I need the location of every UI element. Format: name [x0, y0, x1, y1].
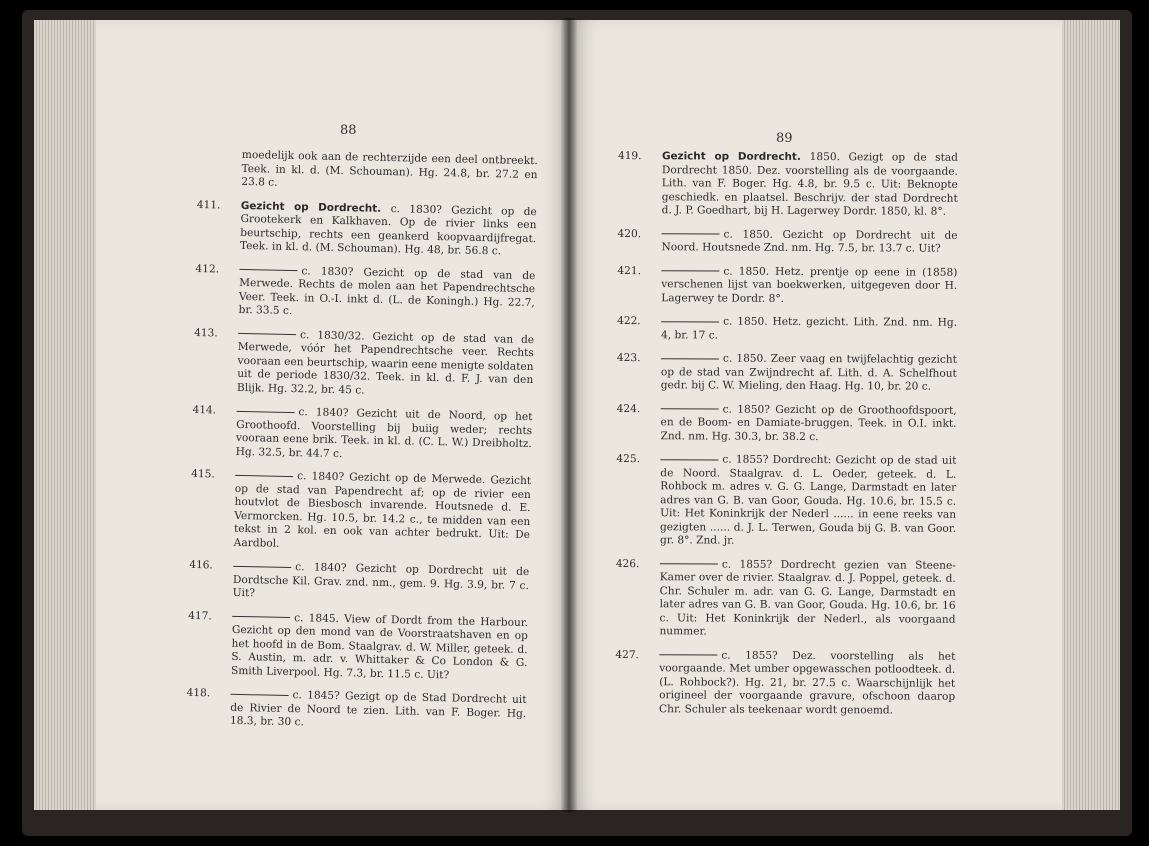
- entry-text: c. 1855? Dordrecht gezien van Steene-Kamer over de rivier. Staalgrav. d. J. Poppel, geteek. d. Chr. Schuler m. adr. van G. G. Lange, Darmstadt en later adres van G. B. van Goor, Gouda. Hg. 10.6, br. 16 c. Uit: Het Koninkrijk der Nederl., als voorgaand nummer.: [659, 558, 956, 638]
- ditto-rule: [660, 563, 718, 564]
- ditto-rule: [661, 270, 719, 271]
- catalog-entry: [617, 264, 957, 306]
- entry-list: [615, 150, 958, 718]
- entry-number: 415.: [191, 467, 215, 481]
- right-page: [570, 20, 1062, 810]
- entry-text: c. 1840? Gezicht op de Merwede. Gezicht op de stad van Papendrecht af; op de rivier een houtvlot de Biesbosch invarende. Houtsnede d. E. Vermorcken. Hg. 10.5, br. 14.2 c., te midden van een tekst in 2 kol. en ook van achter bedrukt. Uit: De Aardbol.: [233, 470, 532, 550]
- catalog-entry: [190, 468, 532, 556]
- catalog-entry: [187, 609, 528, 684]
- entry-number: 426.: [615, 557, 640, 570]
- book-gutter: [561, 18, 577, 812]
- ditto-rule: [232, 616, 290, 618]
- entry-number: 411.: [196, 198, 221, 211]
- entry-text: c. 1830? Gezicht op de Grootekerk en Kalkhaven. Op de rivier links een beurtschip, rechts een geankerd koopvaardijfregat. Teek. in kl. d. (M. Schouman). Hg. 48, br. 56.8 c.: [239, 202, 537, 258]
- page-edges-left: [34, 20, 104, 810]
- catalog-entry: [194, 262, 535, 323]
- entry-title: Gezicht op Dordrecht.: [240, 199, 391, 215]
- ditto-rule: [661, 358, 719, 359]
- entry-text: c. 1830? Gezicht op de stad van de Merwede. Rechts de molen aan het Papendrechtsche Veer. Teek. in O.-I. inkt d. (L. de Koningh.) Hg. 22.7, br. 33.5 c.: [238, 264, 536, 318]
- ditto-rule: [661, 408, 719, 409]
- catalog-entry: [615, 648, 955, 717]
- ditto-rule: [661, 321, 719, 322]
- entry-number: 422.: [617, 314, 641, 328]
- ditto-rule: [235, 474, 293, 476]
- entry-number: 412.: [195, 262, 220, 275]
- catalog-entry: [192, 404, 533, 465]
- entry-text: c. 1840? Gezicht uit de Noord, op het Groothoofd. Voorstelling bij buiig weder; rechts vooraan eene brik. Teek. in kl. d. (C. L. W.) Dreibholtz. Hg. 32.5, br. 44.7 c.: [235, 406, 533, 460]
- entry-text: c. 1850. Gezicht op Dordrecht uit de Noord. Houtsnede Znd. nm. Hg. 7.5, br. 13.7 c. Uit?: [661, 228, 958, 255]
- entry-text: c. 1845. View of Dordt from the Harbour. Gezicht op den mond van de Voorstraatshaven en op het hoofd in de Bom. Staalgrav. d. W. Miller, geteek. d. S. Austin, m. adr. v. Whittaker & Co London & G. Smith Liverpool. Hg. 7.3, br. 11.5 c. Uit?: [230, 611, 529, 681]
- catalog-entry: [617, 315, 957, 344]
- ditto-rule: [659, 654, 717, 655]
- entry-text: c. 1850? Gezicht op de Groothoofdspoort, en de Boom- en Damiate-bruggen. Teek. in O.I. inkt. Znd. nm. Hg. 30.3, br. 38.2 c.: [660, 403, 957, 443]
- entry-number: 424.: [616, 402, 641, 415]
- ditto-rule: [660, 459, 718, 460]
- entry-text: 1850. Gezigt op de stad Dordrecht 1850. Dez. voorstelling als de voorgaande. Lith. van F. Boger. Hg. 4.8, br. 9.5 c. Uit: Beknopte geschiedk. en plaatsel. Beschrijv. der stad Dordrecht d. J. P. Goedhart, bij H. Lagerwey Dordr. 1850, kl. 8°.: [661, 151, 958, 218]
- ditto-rule: [239, 269, 297, 271]
- ditto-rule: [231, 693, 289, 695]
- entry-number: 421.: [617, 264, 641, 277]
- entry-text: c. 1850. Hetz. prentje op eene in (1858) verschenen lijst van boekwerken, uitgegeven door H. Lagerwey te Dordr. 8°.: [661, 265, 958, 305]
- page-edges-right: [1058, 20, 1120, 810]
- page-number: 88: [340, 123, 357, 138]
- entry-text: c. 1845? Gezigt op de Stad Dordrecht uit de Rivier de Noord te zien. Lith. van F. Boger. Hg. 18.3, br. 30 c.: [229, 689, 527, 729]
- catalog-entry: [615, 557, 955, 640]
- entry-number: 418.: [186, 686, 211, 700]
- entry-text: c. 1855? Dordrecht: Gezicht op de stad uit de Noord. Staalgrav. d. L. Oeder, geteek. d. L. Rohbock m. adres v. G. G. Lange, Darmstadt en later adres van G. B. van Goor, Gouda. Hg. 10.6, br. 15.5 c. Uit: Het Koninkrijk der Nederl ...... in eene reeks van gezigten ...... d. J. L. Terwen, Gouda bij G. B. van Goor. gr. 8°. Znd. jr.: [659, 453, 957, 547]
- catalog-entry: [616, 453, 956, 549]
- catalog-entry: [616, 402, 956, 444]
- entry-text: c. 1830/32. Gezicht op de stad van de Merwede, vóór het Papendrechtsche veer. Rechts vooraan een beurtschip, waarin eene menigte soldaten uit de periode 1830/32. Teek. in kl. d. F. J. van den Blijk. Hg. 32.2, br. 45 c.: [236, 328, 535, 397]
- entry-text: c. 1840? Gezicht op Dordrecht uit de Dordtsche Kil. Grav. znd. nm., gem. 9. Hg. 3.9, br. 7 c. Uit?: [232, 561, 530, 600]
- ditto-rule: [662, 233, 720, 234]
- ditto-rule: [233, 565, 291, 567]
- page-number: 89: [776, 131, 793, 146]
- continuation-text: moedelijk ook aan de rechterzijde een deel ontbreekt. Teek. in kl. d. (M. Schouman). Hg. 24.8, br. 27.2 en 23.8 c.: [241, 148, 538, 189]
- entry-text: c. 1855? Dez. voorstelling als het voorgaande. Met umber opgewasschen potloodteek. d. (L. Rohbock?). Hg. 21, br. 27.5 c. Waarschijnlijk het origineel der voorgaande gravure, ofschoon daarop Chr. Schuler als teekenaar wordt genoemd.: [659, 649, 956, 716]
- left-page: [96, 20, 570, 810]
- catalog-entry: [193, 326, 534, 401]
- catalog-entry: [617, 227, 957, 256]
- catalog-entry: [189, 559, 530, 607]
- entry-title: Gezicht op Dordrecht.: [661, 150, 810, 164]
- entry-number: 414.: [192, 403, 217, 417]
- entry-number: 417.: [188, 609, 212, 622]
- left-column: [186, 148, 538, 744]
- entry-number: 416.: [189, 558, 213, 572]
- entry-text: c. 1850. Zeer vaag en twijfelachtig gezicht op de stad van Zwijndrecht af. Lith. d. A. Schelfhout gedr. bij C. W. Mieling, den Haag. Hg. 10, br. 20 c.: [660, 352, 957, 393]
- catalog-entry: [196, 198, 537, 259]
- catalog-entry: [186, 687, 527, 735]
- catalog-entry: [617, 352, 957, 394]
- catalog-entry: [618, 150, 958, 219]
- right-column: [615, 150, 958, 728]
- ditto-rule: [238, 333, 296, 335]
- entry-number: 423.: [616, 351, 641, 365]
- entry-list: [186, 198, 537, 734]
- entry-number: 425.: [616, 452, 641, 466]
- entry-text: c. 1850. Hetz. gezicht. Lith. Znd. nm. Hg. 4, br. 17 c.: [661, 315, 958, 342]
- entry-number: 420.: [617, 227, 642, 240]
- ditto-rule: [236, 410, 294, 412]
- entry-number: 419.: [617, 150, 642, 163]
- entry-number: 413.: [194, 326, 218, 339]
- entry-number: 427.: [615, 648, 639, 661]
